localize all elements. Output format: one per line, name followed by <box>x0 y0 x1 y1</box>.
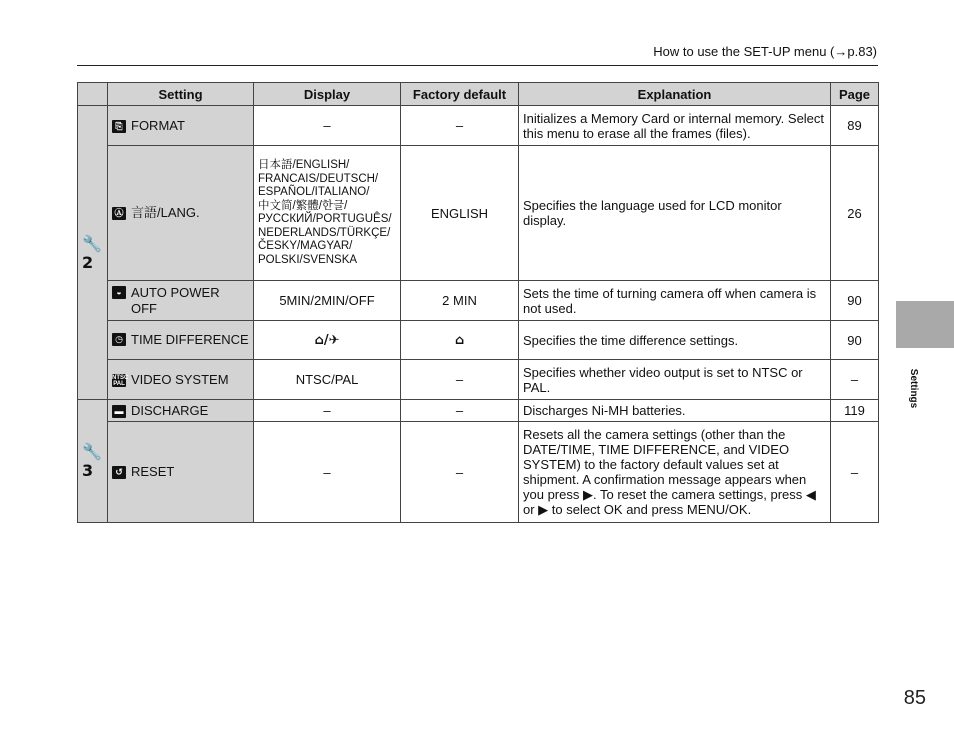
column-header-setting: Setting <box>108 83 254 106</box>
group-header-cell <box>78 83 108 106</box>
clock-icon: ◷ <box>112 333 126 346</box>
setting-name: TIME DIFFERENCE <box>131 332 249 347</box>
explanation-cell <box>519 422 831 523</box>
table-row <box>78 281 879 321</box>
page-number: 85 <box>903 687 926 709</box>
menu-reference: How to use the SET-UP menu (→p.83) <box>653 44 877 59</box>
explanation-cell: Discharges Ni-MH batteries. <box>519 400 831 422</box>
language-line: ESPAÑOL/ITALIANO/ <box>258 186 370 198</box>
table-row <box>78 422 879 523</box>
wrench-icon: 🔧3 <box>82 442 102 480</box>
video-system-icon: NTSC PAL <box>112 374 129 387</box>
right-arrow-icon: ▶ <box>538 502 549 517</box>
display-cell <box>254 146 401 281</box>
setting-cell <box>108 146 254 281</box>
default-cell: – <box>401 422 519 523</box>
table-row <box>78 321 879 360</box>
wrench-icon: 🔧2 <box>82 233 102 272</box>
table-row <box>78 106 879 146</box>
explanation-cell: Specifies whether video output is set to NTSC or PAL. <box>519 360 831 400</box>
left-arrow-icon: ◀ <box>805 487 816 502</box>
language-line: FRANCAIS/DEUTSCH/ <box>258 172 379 185</box>
page-cell: 90 <box>831 321 879 360</box>
setting-name: DISCHARGE <box>131 402 209 418</box>
default-cell: – <box>401 106 519 146</box>
setting-cell <box>108 321 254 360</box>
home-travel-icons: ⌂/✈ <box>314 333 340 348</box>
setting-cell <box>108 360 254 400</box>
section-label: Settings <box>908 368 920 409</box>
display-cell: 5MIN/2MIN/OFF <box>254 281 401 321</box>
language-options <box>258 159 396 267</box>
default-cell: ENGLISH <box>401 146 519 281</box>
page-cell: – <box>831 422 879 523</box>
setting-cell <box>108 400 254 422</box>
table-row <box>78 400 879 422</box>
column-header-factory-default: Factory default <box>401 83 519 106</box>
language-line: 中文简/繁體/한글/ <box>258 199 348 212</box>
setting-name: AUTO POWER OFF <box>131 284 220 316</box>
display-cell: – <box>254 422 401 523</box>
reset-icon: ↺ <box>112 466 126 479</box>
setting-cell <box>108 281 254 321</box>
display-cell: – <box>254 106 401 146</box>
explanation-text: Resets all the camera settings (other than the DATE/TIME, TIME DIFFERENCE, and VIDEO SYSTEM) to the factory default values set at shipment. A confirmation message appears when you press <box>523 427 807 502</box>
language-line: 日本語/ENGLISH/ <box>258 159 350 171</box>
page-cell: 119 <box>831 400 879 422</box>
auto-power-off-icon: ◒ <box>112 286 126 299</box>
explanation-text: or <box>523 502 539 517</box>
explanation-cell: Sets the time of turning camera off when camera is not used. <box>519 281 831 321</box>
column-header-display: Display <box>254 83 401 106</box>
explanation-cell: Specifies the time difference settings. <box>519 321 831 360</box>
table-row <box>78 360 879 400</box>
setup-settings-table <box>77 82 879 523</box>
header-divider <box>77 65 878 66</box>
default-cell <box>401 321 519 360</box>
display-cell <box>254 321 401 360</box>
page-cell: 90 <box>831 281 879 321</box>
default-cell: – <box>401 400 519 422</box>
column-header-page: Page <box>831 83 879 106</box>
language-line: РУССКИЙ/PORTUGUÊS/ <box>258 213 392 225</box>
page-cell: – <box>831 360 879 400</box>
display-cell: – <box>254 400 401 422</box>
format-icon: ⎘ <box>112 120 126 133</box>
default-cell: 2 MIN <box>401 281 519 321</box>
default-cell: – <box>401 360 519 400</box>
explanation-text: . To reset the camera settings, press <box>592 487 806 502</box>
group-cell-3 <box>78 400 108 523</box>
discharge-icon: ▬ <box>112 405 126 418</box>
setting-name: 言語/LANG. <box>131 205 200 220</box>
language-icon: Ⓐ <box>112 207 126 220</box>
page-cell: 26 <box>831 146 879 281</box>
language-line: POLSKI/SVENSKA <box>258 253 358 266</box>
column-header-explanation: Explanation <box>519 83 831 106</box>
setting-cell <box>108 422 254 523</box>
explanation-cell: Specifies the language used for LCD monitor display. <box>519 146 831 281</box>
explanation-cell: Initializes a Memory Card or internal memory. Select this menu to erase all the frames (files). <box>519 106 831 146</box>
language-line: NEDERLANDS/TÜRKÇE/ <box>258 226 391 239</box>
group-cell-2 <box>78 106 108 400</box>
setting-cell <box>108 106 254 146</box>
home-icon: ⌂ <box>454 333 465 348</box>
page-cell: 89 <box>831 106 879 146</box>
language-line: ČESKY/MAGYAR/ <box>258 240 353 252</box>
section-tab <box>896 301 954 348</box>
right-arrow-icon: ▶ <box>582 487 593 502</box>
table-row <box>78 146 879 281</box>
setting-name: FORMAT <box>131 117 185 133</box>
setting-name: VIDEO SYSTEM <box>131 371 229 387</box>
explanation-text: to select OK and press MENU/OK. <box>548 502 752 517</box>
table-header-row <box>78 83 879 106</box>
display-cell: NTSC/PAL <box>254 360 401 400</box>
setting-name: RESET <box>131 464 175 479</box>
